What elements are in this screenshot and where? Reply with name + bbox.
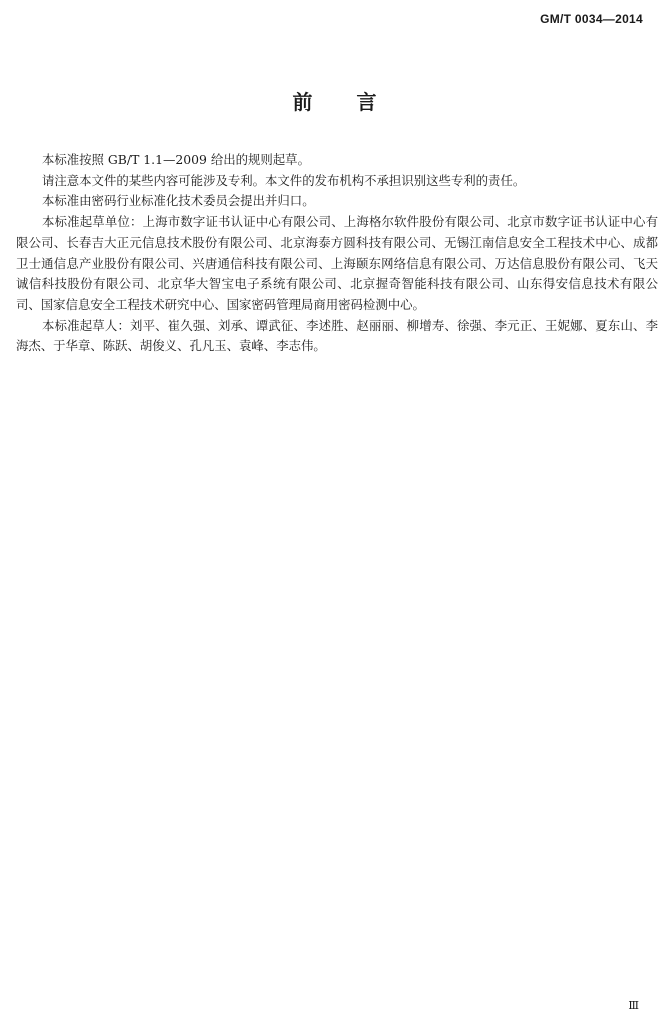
page-title-part2: 言 [356, 90, 379, 114]
foreword-body [16, 150, 658, 357]
standard-code: GM/T 0034—2014 [540, 12, 643, 26]
page-number: Ⅲ [628, 999, 639, 1012]
page-title-part1: 前 [292, 90, 315, 114]
page-title [0, 86, 671, 115]
paragraph-proposer: 本标准由密码行业标准化技术委员会提出并归口。 [42, 193, 315, 209]
paragraph-drafting-organizations: 本标准起草单位：上海市数字证书认证中心有限公司、上海格尔软件股份有限公司、北京市数字证书认证中心有限公司、长春吉大正元信息技术股份有限公司、北京海泰方圆科技有限公司、无锡江南信息安全工程技术中心、成都卫士通信息产业股份有限公司、兴唐通信科技有限公司、上海颐东网络信息有限公司、万达信息股份有限公司、飞天诚信科技股份有限公司、北京华大智宝电子系统有限公司、北京握奇智能科技有限公司、山东得安信息技术有限公司、国家信息安全工程技术研究中心、国家密码管理局商用密码检测中心。 [16, 214, 658, 312]
paragraph-drafters: 本标准起草人：刘平、崔久强、刘承、谭武征、李述胜、赵丽丽、柳增寿、徐强、李元正、王妮娜、夏东山、李海杰、于华章、陈跃、胡俊义、孔凡玉、袁峰、李志伟。 [16, 317, 658, 354]
paragraph-drafting-rules: 本标准按照 GB/T 1.1—2009 给出的规则起草。 [42, 152, 310, 167]
paragraph-patent-notice: 请注意本文件的某些内容可能涉及专利。本文件的发布机构不承担识别这些专利的责任。 [42, 172, 526, 188]
